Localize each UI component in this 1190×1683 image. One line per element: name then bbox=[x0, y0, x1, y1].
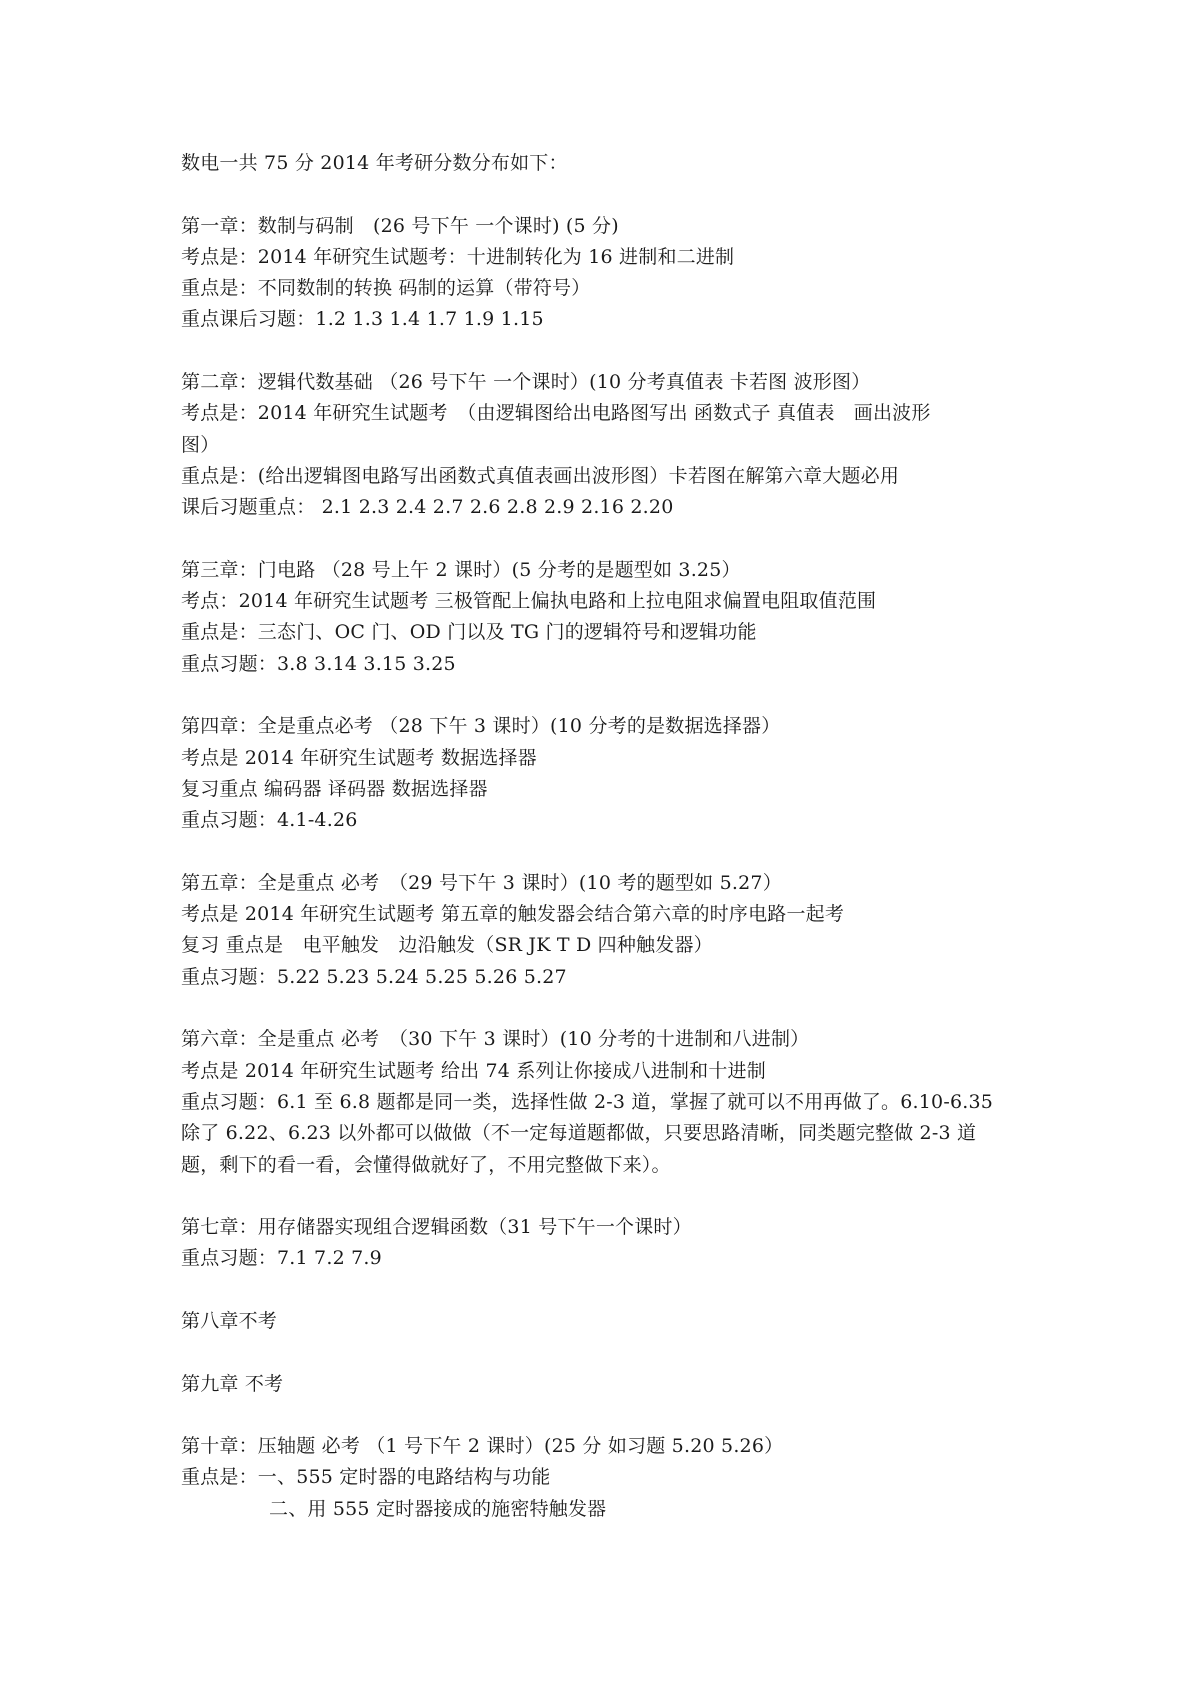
chapter-3-exam-point: 考点：2014 年研究生试题考 三极管配上偏执电路和上拉电阻求偏置电阻取值范围 bbox=[181, 590, 877, 613]
chapter-2-section bbox=[181, 367, 1021, 523]
paragraph-gap bbox=[181, 1275, 1021, 1306]
chapter-9-section bbox=[181, 1369, 1021, 1400]
chapter-7-title: 第七章：用存储器实现组合逻辑函数（31 号下午一个课时） bbox=[181, 1216, 692, 1239]
paragraph-gap bbox=[181, 524, 1021, 555]
chapter-10-title: 第十章：压轴题 必考 （1 号下午 2 课时）(25 分 如习题 5.20 5.26） bbox=[181, 1435, 784, 1458]
chapter-1-key-point: 重点是：不同数制的转换 码制的运算（带符号） bbox=[181, 277, 591, 300]
chapter-2-exercises: 课后习题重点： 2.1 2.3 2.4 2.7 2.6 2.8 2.9 2.16 2.20 bbox=[181, 496, 674, 519]
chapter-2-title: 第二章：逻辑代数基础 （26 号下午 一个课时）(10 分考真值表 卡若图 波形图） bbox=[181, 371, 871, 394]
paragraph-gap bbox=[181, 336, 1021, 367]
chapter-8-title: 第八章不考 bbox=[181, 1309, 278, 1332]
paragraph-gap bbox=[181, 993, 1021, 1024]
chapter-10-key-point-2: 二、用 555 定时器接成的施密特触发器 bbox=[269, 1497, 607, 1520]
chapter-6-title: 第六章：全是重点 必考 （30 下午 3 课时）(10 分考的十进制和八进制） bbox=[181, 1028, 810, 1051]
paragraph-gap bbox=[181, 1337, 1021, 1368]
chapter-10-key-point-1: 重点是：一、555 定时器的电路结构与功能 bbox=[181, 1466, 551, 1489]
chapter-6-section bbox=[181, 1024, 1021, 1180]
chapter-4-review-point: 复习重点 编码器 译码器 数据选择器 bbox=[181, 777, 488, 800]
paragraph-gap bbox=[181, 1181, 1021, 1212]
chapter-3-key-point: 重点是：三态门、OC 门、OD 门以及 TG 门的逻辑符号和逻辑功能 bbox=[181, 621, 757, 644]
chapter-9-title: 第九章 不考 bbox=[181, 1372, 284, 1395]
paragraph-gap bbox=[181, 1400, 1021, 1431]
chapter-6-exercises-cont: 除了 6.22、6.23 以外都可以做做（不一定每道题都做，只要思路清晰，同类题完整做 2-3 道 bbox=[181, 1122, 977, 1145]
chapter-3-section bbox=[181, 555, 1021, 680]
chapter-10-section bbox=[181, 1431, 1021, 1525]
chapter-5-exercises: 重点习题：5.22 5.23 5.24 5.25 5.26 5.27 bbox=[181, 965, 567, 988]
chapter-4-exercises: 重点习题：4.1-4.26 bbox=[181, 809, 358, 832]
chapter-4-title: 第四章：全是重点必考 （28 下午 3 课时）(10 分考的是数据选择器） bbox=[181, 715, 781, 738]
chapter-1-exam-point: 考点是：2014 年研究生试题考：十进制转化为 16 进制和二进制 bbox=[181, 245, 735, 268]
chapter-6-exercises-cont-2: 题，剩下的看一看，会懂得做就好了，不用完整做下来）。 bbox=[181, 1153, 671, 1176]
paragraph-gap bbox=[181, 179, 1021, 210]
chapter-3-exercises: 重点习题：3.8 3.14 3.15 3.25 bbox=[181, 652, 456, 675]
intro-line: 数电一共 75 分 2014 年考研分数分布如下： bbox=[181, 152, 568, 174]
chapter-1-section bbox=[181, 211, 1021, 336]
paragraph-gap bbox=[181, 837, 1021, 868]
chapter-1-exercises: 重点课后习题：1.2 1.3 1.4 1.7 1.9 1.15 bbox=[181, 308, 544, 331]
chapter-5-exam-point: 考点是 2014 年研究生试题考 第五章的触发器会结合第六章的时序电路一起考 bbox=[181, 903, 845, 926]
document-page bbox=[181, 148, 1021, 1525]
chapter-4-section bbox=[181, 711, 1021, 836]
chapter-5-section bbox=[181, 868, 1021, 993]
chapter-5-title: 第五章：全是重点 必考 （29 号下午 3 课时）(10 考的题型如 5.27） bbox=[181, 871, 782, 894]
chapter-7-section bbox=[181, 1212, 1021, 1275]
chapter-5-review-point: 复习 重点是 电平触发 边沿触发（SR JK T D 四种触发器） bbox=[181, 934, 713, 957]
chapter-7-exercises: 重点习题：7.1 7.2 7.9 bbox=[181, 1247, 382, 1270]
paragraph-gap bbox=[181, 680, 1021, 711]
chapter-6-exercises: 重点习题：6.1 至 6.8 题都是同一类，选择性做 2-3 道，掌握了就可以不用再做了。6.10-6.35 bbox=[181, 1090, 994, 1113]
chapter-1-title: 第一章：数制与码制 (26 号下午 一个课时) (5 分) bbox=[181, 214, 619, 237]
chapter-2-exam-point-cont: 图） bbox=[181, 433, 220, 456]
chapter-2-key-point: 重点是：(给出逻辑图电路写出函数式真值表画出波形图）卡若图在解第六章大题必用 bbox=[181, 464, 900, 487]
chapter-8-section bbox=[181, 1306, 1021, 1337]
chapter-3-title: 第三章：门电路 （28 号上午 2 课时）(5 分考的是题型如 3.25） bbox=[181, 558, 741, 581]
chapter-6-exam-point: 考点是 2014 年研究生试题考 给出 74 系列让你接成八进制和十进制 bbox=[181, 1059, 766, 1082]
chapter-4-exam-point: 考点是 2014 年研究生试题考 数据选择器 bbox=[181, 746, 537, 769]
chapter-2-exam-point: 考点是：2014 年研究生试题考 （由逻辑图给出电路图写出 函数式子 真值表 画出波形 bbox=[181, 402, 931, 425]
